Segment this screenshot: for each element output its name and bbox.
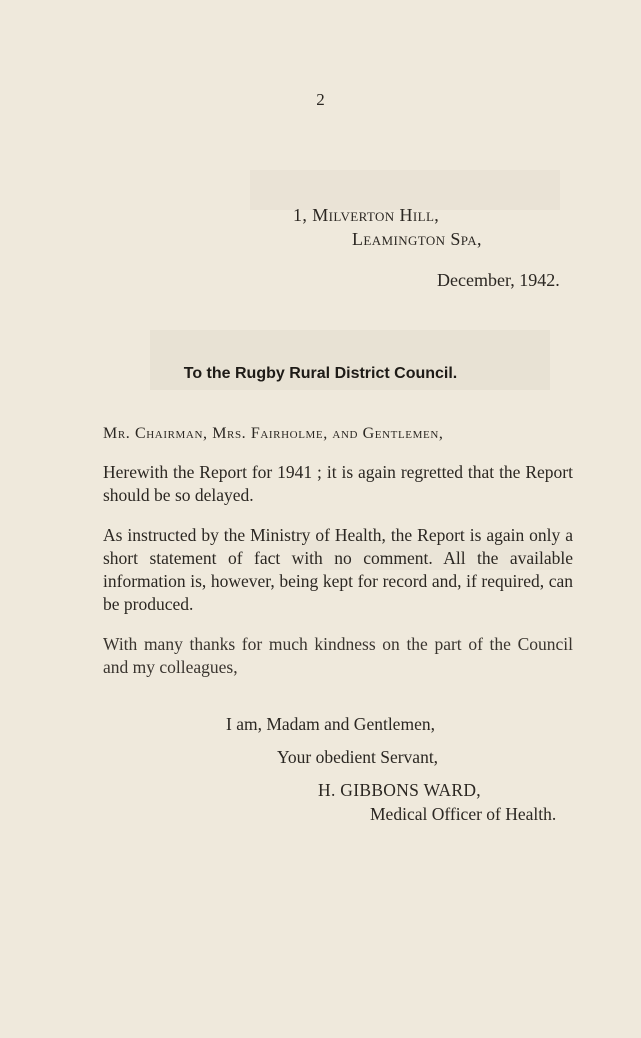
show-through-shadow [250, 170, 560, 210]
paragraph-3: With many thanks for much kindness on the part of the Council and my colleagues, [103, 634, 573, 677]
closing-line-1: I am, Madam and Gentlemen, [226, 714, 435, 734]
letter-heading: To the Rugby Rural District Council. [183, 365, 458, 382]
address-line-2: Leamington Spa, [352, 229, 482, 249]
paragraph-2: As instructed by the Ministry of Health, the Report is again only a short statement of fact with no comment. All the available information is, however, being kept for record and, if required, can be produced. [103, 525, 573, 614]
page-number: 2 [316, 90, 325, 109]
letter-date: December, 1942. [437, 270, 560, 290]
paragraph-1: Herewith the Report for 1941 ; it is again regretted that the Report should be so delayed. [103, 462, 573, 505]
signature-title: Medical Officer of Health. [370, 804, 557, 824]
signature-name: H. GIBBONS WARD, [318, 780, 481, 800]
closing-line-2: Your obedient Servant, [277, 747, 439, 767]
salutation: Mr. Chairman, Mrs. Fairholme, and Gentlemen, [103, 425, 444, 442]
address-line-1: 1, Milverton Hill, [293, 205, 440, 225]
